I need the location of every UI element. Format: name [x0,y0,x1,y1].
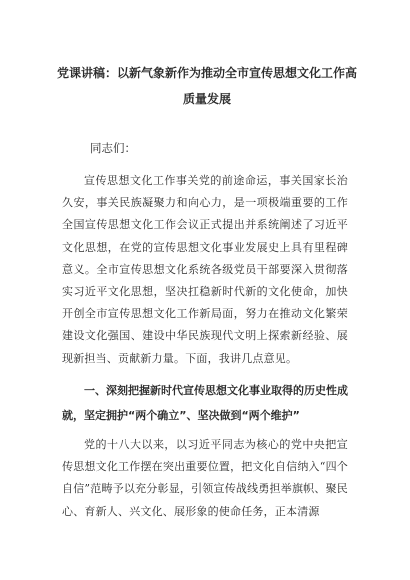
document-title: 党课讲稿：以新气象新作为推动全市宣传思想文化工作高质量发展 [56,66,357,106]
body-paragraph: 宣传思想文化工作事关党的前途命运，事关国家长治久安，事关民族凝聚力和向心力，是一项极端重要的工作全国宣传思想文化工作会议正式提出并系统阐述了习近平文化思想，在党的宣传思想文化事业发展史上具有里程碑意义。全市宣传思想文化系统各级党员干部要深入贯彻落实习近平文化思想，坚决扛稳新时代新的文化使命，加快开创全市宣传思想文化工作新局面，努力在推动文化繁荣建设文化强国、建设中华民族现代文明上探索新经验、展现新担当、贡献新力量。下面，我讲几点意见。 [62,174,348,365]
greeting: 同志们： [90,141,136,155]
section-heading: 一、深刻把握新时代宣传思想文化事业取得的历史性成就，坚定拥护“两个确立”、坚决做到“两个维护” [62,384,348,422]
section-paragraph: 党的十八大以来，以习近平同志为核心的党中央把宣传思想文化工作摆在突出重要位置，把文化自信纳入“四个自信”范畴予以充分彰显，引领宣传战线勇担举旗帜、聚民心、育新人、兴文化、展形象的使命任务，正本清源 [62,438,348,518]
